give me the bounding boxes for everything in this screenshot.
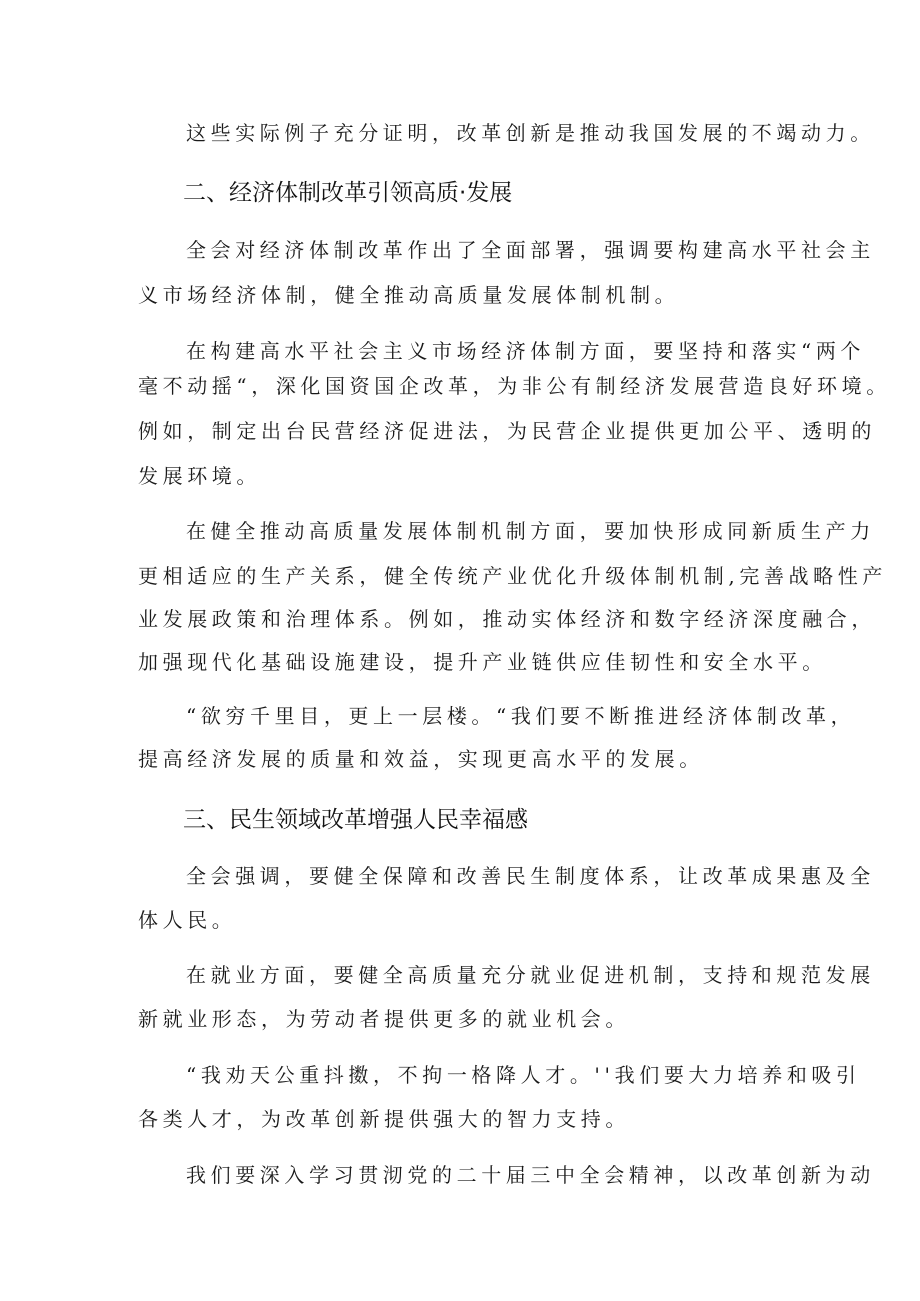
- paragraph-line: “我劝天公重抖擞，不拘一格降人才。''我们要大力培养和吸引: [186, 1063, 861, 1087]
- paragraph-line: “欲穷千里目，更上一层楼。“我们要不断推进经济体制改革，: [186, 704, 856, 728]
- paragraph-line: 我们要深入学习贯沏党的二十届三中全会精神，以改革创新为动: [186, 1163, 875, 1187]
- paragraph-line: 体人民。: [138, 908, 237, 932]
- paragraph-line: 新就业形态，为劳动者提供更多的就业机会。: [138, 1007, 630, 1031]
- paragraph-line: 例如，制定出台民营经济促进法，为民营企业提供更加公平、透明的: [138, 419, 876, 443]
- paragraph-line: 义市场经济体制，健全推动高质量发展体制机制。: [138, 283, 680, 307]
- paragraph-line: 毫不动摇“，深化国资国企改革，为非公有制经济发展营造良好环境。: [138, 374, 891, 398]
- section-heading-2: 二、经济体制改革引领高质·发展: [183, 180, 513, 206]
- paragraph-line: 全会强调，要健全保障和改善民生制度体系，让改革成果惠及全: [186, 864, 875, 888]
- paragraph-line: 提高经济发展的质量和效益，实现更高水平的发展。: [138, 747, 704, 771]
- paragraph-line: 在健全推动高质量发展体制机制方面，要加快形成同新质生产力: [186, 519, 875, 543]
- paragraph-line: 在就业方面，要健全高质量充分就业促进机制，支持和规范发展: [186, 963, 875, 987]
- paragraph-line: 全会对经济体制改革作出了全面部署，强调要构建高水平社会主: [186, 238, 875, 262]
- paragraph-line: 加强现代化基础设施建设，提升产业链供应佳韧性和安全水平。: [138, 650, 827, 674]
- paragraph-line: 在构建高水平社会主义市场经济体制方面，要坚持和落实“两个: [186, 339, 866, 363]
- paragraph-line: 更相适应的生产关系，健全传统产业优化升级体制机制,完善战略性产: [138, 564, 887, 588]
- paragraph-line: 业发展政策和治理体系。例如，推动实体经济和数字经济深度融合，: [138, 607, 876, 631]
- paragraph-line: 这些实际例子充分证明，改革创新是推动我国发展的不竭动力。: [186, 121, 875, 145]
- paragraph-line: 发展环境。: [138, 464, 261, 488]
- paragraph-line: 各类人才，为改革创新提供强大的智力支持。: [138, 1107, 630, 1131]
- section-heading-3: 三、民生领域改革增强人民幸福感: [183, 807, 528, 833]
